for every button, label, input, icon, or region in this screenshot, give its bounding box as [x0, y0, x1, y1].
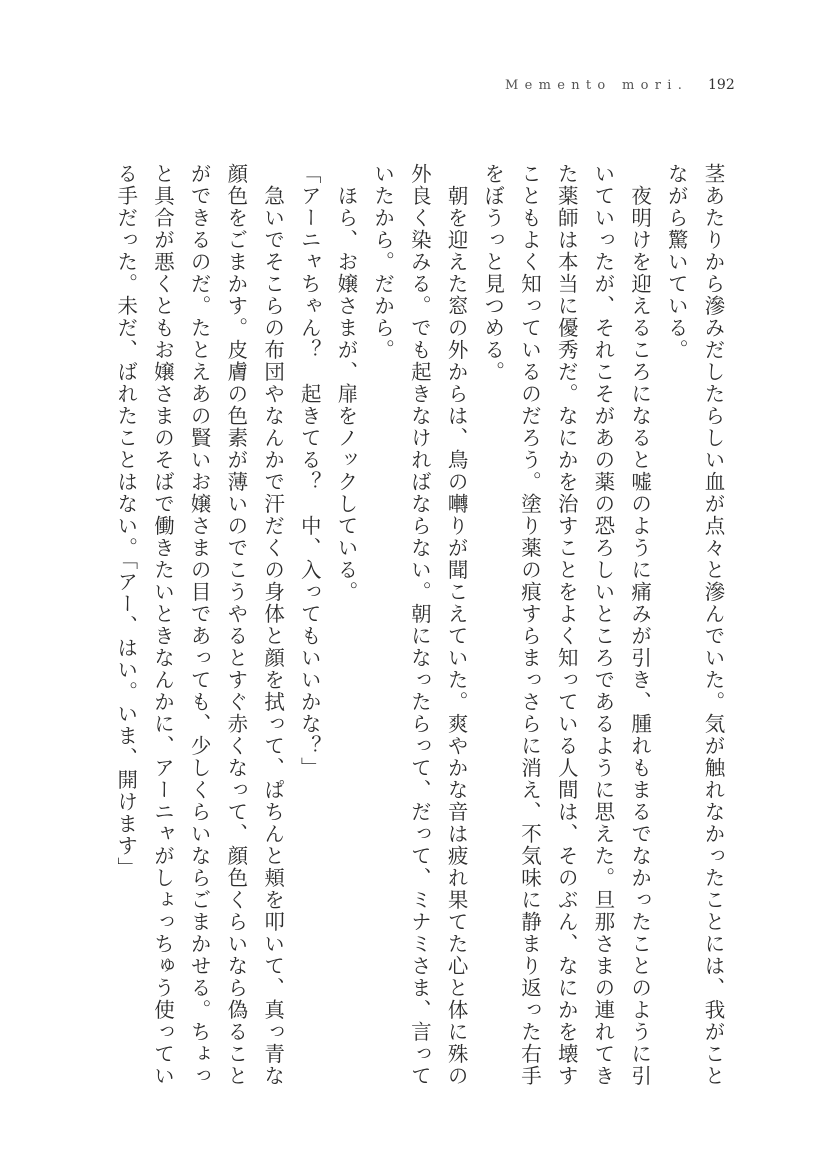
text-line: 急いでそこらの布団やなんかで汗だくの身体と顔を拭って、ぱちんと頬を叩いて、真っ青な — [260, 163, 285, 1087]
text-line: ほら、お嬢さまが、扉をノックしている。 — [333, 163, 358, 603]
text-line: いたから。だから。 — [370, 163, 395, 361]
running-title: Memento mori. — [505, 78, 689, 93]
text-line: 外良く染みる。でも起きなければならない。朝になったらって、だって、ミナミさま、言って — [407, 163, 432, 1087]
text-line: た薬師は本当に優秀だ。なにかを治すことをよく知っている人間は、そのぶん、なにかを壊す — [554, 163, 579, 1087]
text-line: 「アーニャちゃん？ 起きてる？ 中、入ってもいいかな？」 — [297, 163, 322, 779]
text-line: ながら驚いている。 — [664, 163, 689, 361]
text-line: と具合が悪くともお嬢さまのそばで働きたいときなんかに、アーニャがしょっちゅう使ってい — [150, 163, 175, 1087]
text-line: 夜明けを迎えるころになると嘘のように痛みが引き、腫れもまるでなかったことのように引 — [627, 163, 652, 1087]
text-line: 顔色をごまかす。皮膚の色素が薄いのでこうやるとすぐ赤くなって、顔色くらいなら偽ること — [223, 163, 248, 1087]
text-line: ができるのだ。たとえあの賢いお嬢さまの目であっても、少しくらいならごまかせる。ちょっ — [187, 163, 212, 1087]
text-line: こともよく知っているのだろう。塗り薬の痕すらまっさらに消え、不気味に静まり返った右手 — [517, 163, 542, 1087]
text-line: をぼうっと見つめる。 — [480, 163, 505, 383]
text-line: 茎あたりから滲みだしたらしい血が点々と滲んでいた。気が触れなかったことには、我がこと — [701, 163, 725, 1087]
text-line: る手だった。未だ、ばれたことはない。「アー、はい。いま、開けます」 — [113, 163, 138, 879]
text-line: いていったが、それこそがあの薬の恐ろしいところであるように思えた。旦那さまの連れてき — [590, 163, 615, 1087]
text-line: 朝を迎えた窓の外からは、鳥の囀りが聞こえていた。爽やかな音は疲れ果てた心と体に殊の — [444, 163, 469, 1087]
vertical-body-text — [107, 163, 731, 1087]
page-number: 192 — [708, 77, 735, 93]
